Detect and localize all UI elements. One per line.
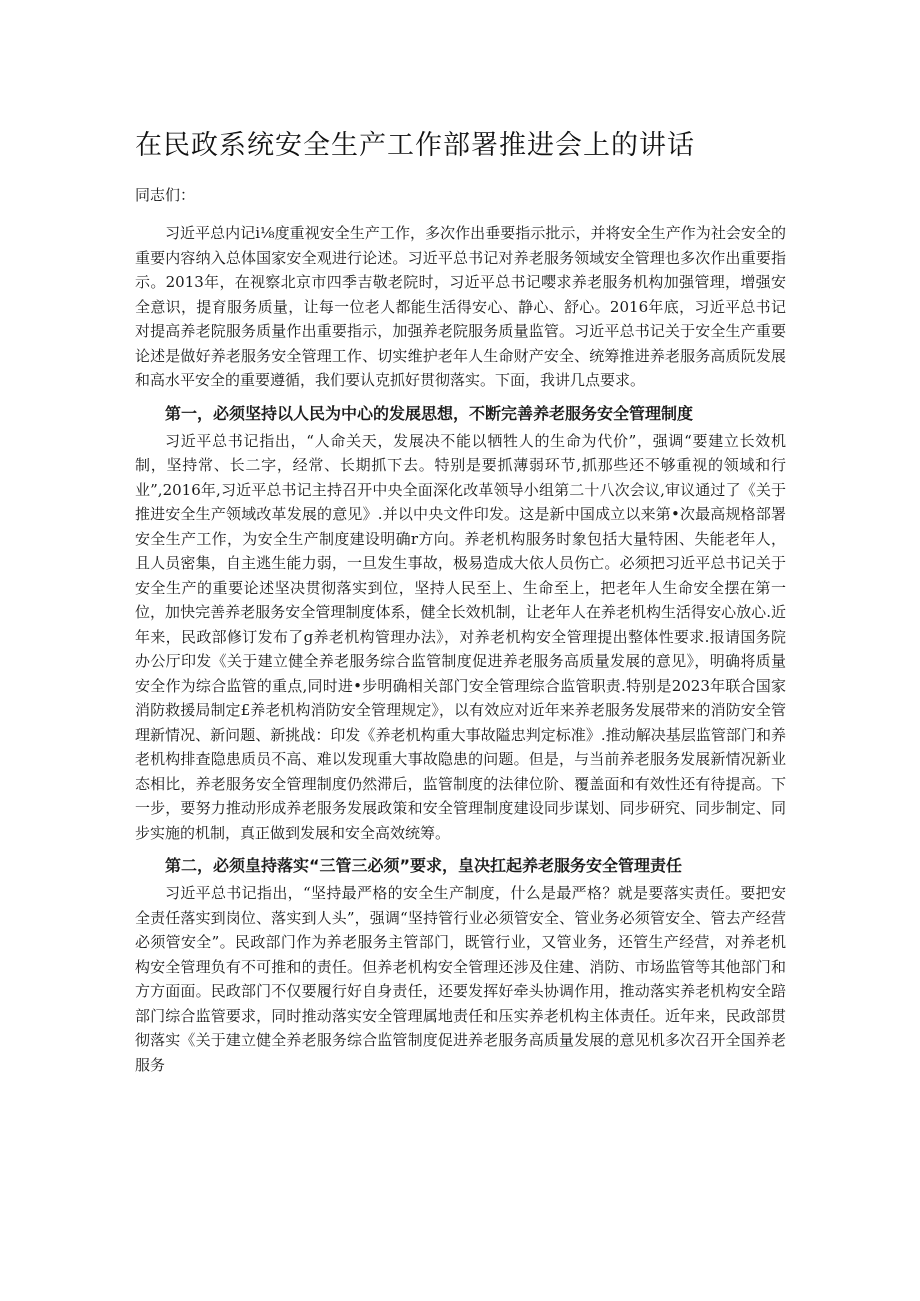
paragraph-intro: 习近平总内记i⅛度重视安全生产工作，多次作出垂要指示批示，并将安全生产作为社会安全的重要内容纳入总体国家安全观进行论述。习近平总书记对养老服务领域安全管理也多次作出重要指示。2013年，在视察北京市四季吉敬老院时，习近平总书记嘤求养老服务机构加强管理，增强安全意识，提育服务质量，让每一位老人都能生活得安心、静心、舒心。2016年底，习近平总书记对提高养老院服务质量作出重要指示，加强养老院服务质量监管。习近平总书记关于安全生产重要论述是做好养老服务安全管理工作、切实维护老年人生命财产安全、统筹推进养老服务高质阮发展和高水平安全的重要遵循，我们要认克抓好贯彻落实。下面，我讲几点要求。 [135, 224, 786, 389]
document-title: 在民政系统安全生产工作部署推进会上的讲话 [135, 130, 695, 161]
section-heading-first: 第一，必须坚持以人民为中心的发展思想，不断完善养老服务安全管理制度 [165, 403, 694, 423]
paragraph-second-section: 习近平总书记指出，“坚持最严格的安全生产制度，什么是最严格？就是要落实责任。要把安全责任落实到岗位、落实到人头”，强调“坚持管行业必须管安全、管业务必须管安全、管去产经营必须管安全”。民政部门作为养老服务主管部门，既管行业，又管业务，还管生产经营，对养老机构安全管理负有不可推和的责任。但养老机构安全管理还涉及住建、消防、市场监管等其他部门和方方面面。民政部门不仅要履行好自身责任，还要发挥好牵头协调作用，推动落实养老机构安全踣部门综合监管要求，同时推动落实安全管理属地责任和压实养老机构主体责任。近年来，民政部贯彻落实《关于建立健全养老服务综合监管制度促进养老服务高质量发展的意见机多次召开全国养老服务 [135, 884, 786, 1074]
section-heading-second: 第二，必须皇持落实“三管三必须”要求，皇决扛起养老服务安全管理责任 [165, 856, 683, 875]
paragraph-first-section: 习近平总书记指出，“人命关天，发展决不能以牺牲人的生命为代价”，强调“要建立长效机制，坚持常、长二字，经常、长期抓下去。特别是要抓薄弱环节,抓那些还不够重视的领域和行业”,2016年,习近平总书记主持召开中央全面深化改革领导小组第二十八次会议,审议通过了《关于推进安全生产领域改革发展的意见》.并以中央文件印发。这是新中国成立以来第•次最高规格部署安全生产工作，为安全生产制度建设明确r方向。养老机构服务时象包括大量特困、失能老年人，且人员密集，自主逃生能力弱，一旦发生事故，极易造成大依人员伤亡。必须把习近平总书记关于安全生产的重要论述坚决贯彻落实到位，坚持人民至上、生命至上，把老年人生命安全摆在第一位，加快完善养老服务安全管理制度体系，健全长效机制，让老年人在养老机构生活得安心放心.近年来，民政部修订发布了g养老机构管理办法》，对养老机构安全管理提出整体性要求.报请国务院办公厅印发《关于建立健全养老服务综合监管制度促进养老服务高质量发展的意见》，明确将质量安全作为综合监管的重点,同时进•步明确相关部门安全管理综合监管职责.特别是2023年联合国家消防救援局制定£养老机构消防安全管理规定》，以有效应对近年来养老服务发展带来的消防安全管理新情况、新问题、新挑战：印发《养老机构重大事故隘忠判定标准》.推动解决基层监管部门和养老机构排查隐患质员不高、难以发现重大事故隐患的问题。但是，与当前养老服务发展新情况新业态相比，养老服务安全管理制度仍然滞后，监管制度的法律位阶、覆盖面和有效性还有待提高。下一步，要努力推动形成养老服务发展政策和安全管理制度建设同步谋划、同步研究、同步制定、同步实施的机制，真正做到发展和安全高效统筹。 [135, 431, 786, 842]
document-page [135, 128, 786, 1077]
salutation: 同志们： [135, 186, 196, 204]
